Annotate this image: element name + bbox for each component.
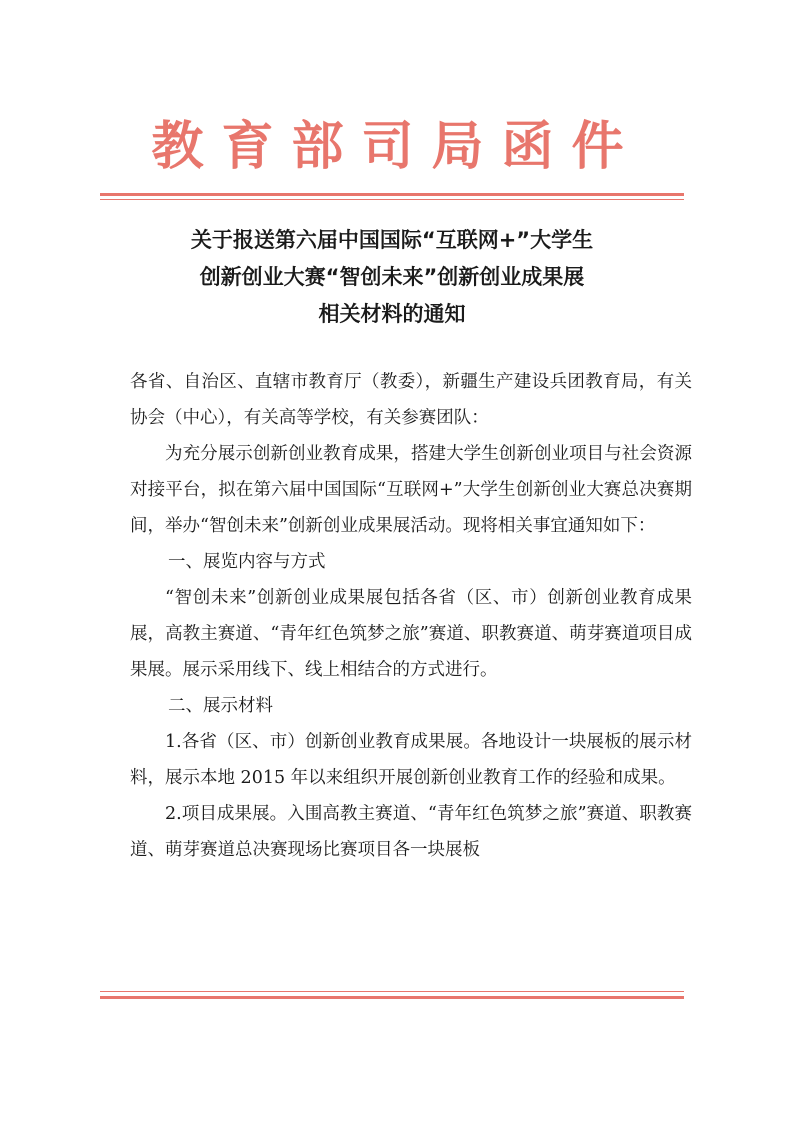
item-1-paragraph: 1.各省（区、市）创新创业教育成果展。各地设计一块展板的展示材料，展示本地 2015 年以来组织开展创新创业教育工作的经验和成果。 bbox=[130, 732, 692, 788]
footer-divider-thin bbox=[100, 991, 684, 992]
section-1-paragraph: “智创未来”创新创业成果展包括各省（区、市）创新创业教育成果展，高教主赛道、“青年红色筑梦之旅”赛道、职教赛道、萌芽赛道项目成果展。展示采用线下、线上相结合的方式进行。 bbox=[130, 588, 692, 680]
title-line-2: 创新创业大赛“智创未来”创新创业成果展 bbox=[199, 265, 585, 289]
document-title bbox=[100, 222, 684, 333]
document-body bbox=[130, 364, 692, 868]
masthead-title: 教育部司局函件 bbox=[151, 116, 642, 177]
masthead-divider-thin bbox=[100, 199, 684, 200]
masthead-divider-thick bbox=[100, 193, 684, 196]
footer-divider-thick bbox=[100, 996, 684, 999]
section-heading-1: 一、展览内容与方式 bbox=[168, 552, 326, 572]
section-heading-2: 二、展示材料 bbox=[168, 696, 273, 716]
title-line-1: 关于报送第六届中国国际“互联网+”大学生 bbox=[190, 228, 594, 252]
title-line-3: 相关材料的通知 bbox=[318, 302, 466, 326]
item-2-paragraph: 2.项目成果展。入围高教主赛道、“青年红色筑梦之旅”赛道、职教赛道、萌芽赛道总决赛现场比赛项目各一块展板 bbox=[130, 804, 692, 860]
intro-paragraph: 为充分展示创新创业教育成果，搭建大学生创新创业项目与社会资源对接平台，拟在第六届中国国际“互联网+”大学生创新创业大赛总决赛期间，举办“智创未来”创新创业成果展活动。现将相关事宜通知如下： bbox=[130, 444, 692, 536]
salutation: 各省、自治区、直辖市教育厅（教委），新疆生产建设兵团教育局，有关协会（中心），有关高等学校，有关参赛团队： bbox=[130, 372, 692, 428]
